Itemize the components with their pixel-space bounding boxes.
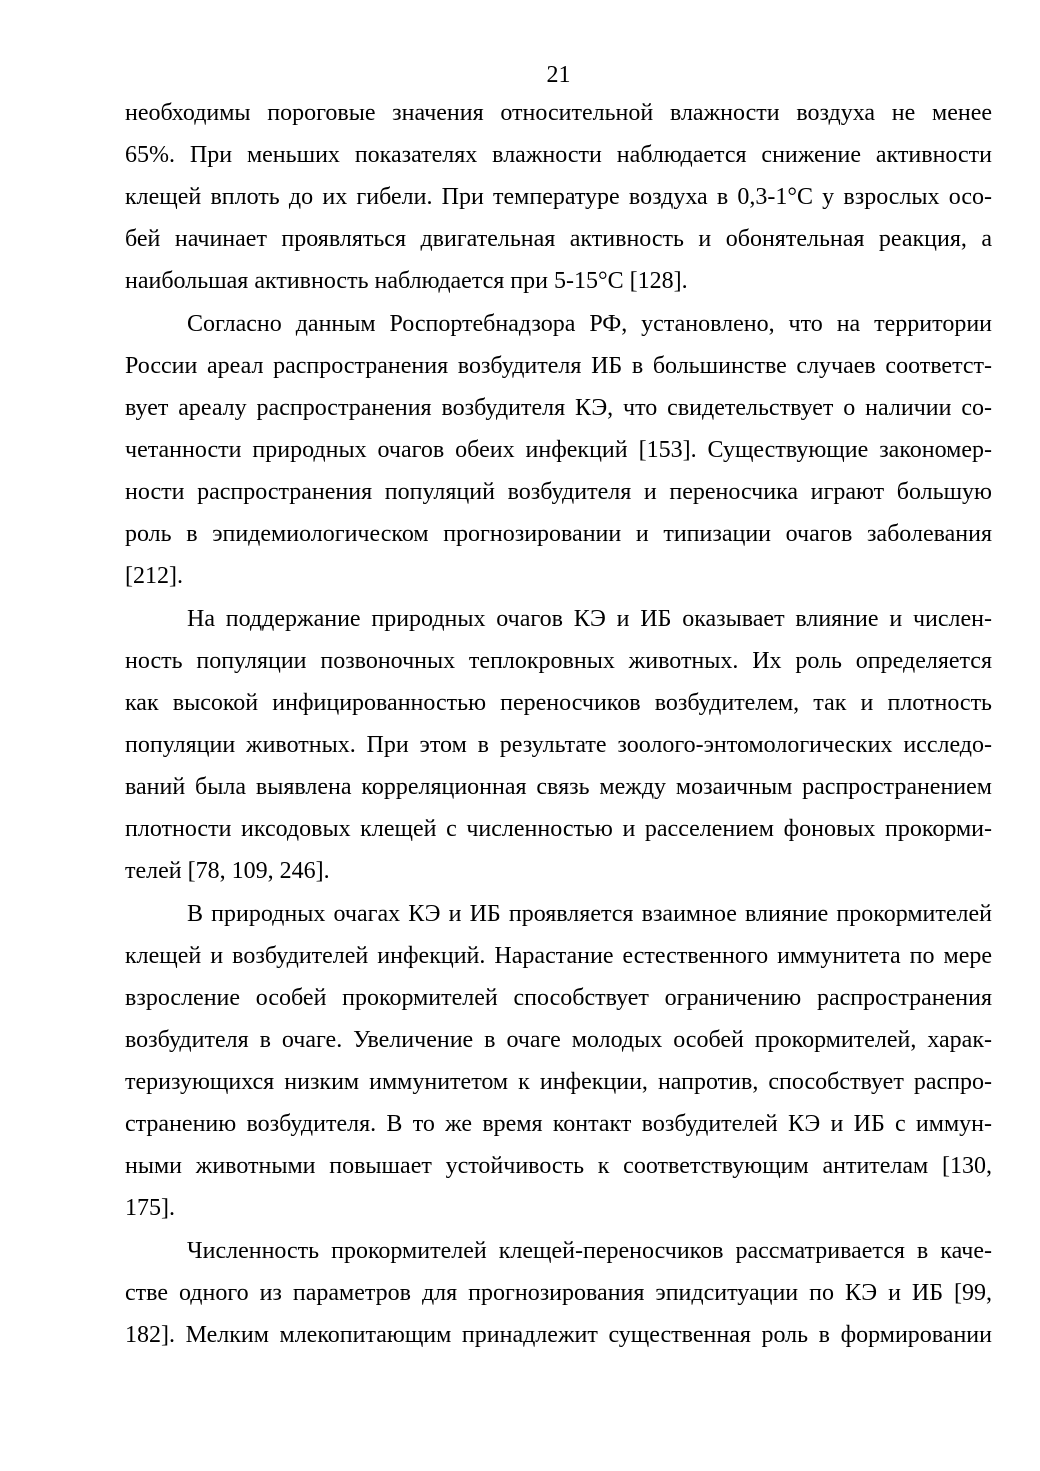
text-line: телей [78, 109, 246]. <box>125 858 330 884</box>
text-line: 175]. <box>125 1195 175 1221</box>
text-line: роль в эпидемиологическом прогнозировании и типизации очагов заболевания <box>125 521 992 547</box>
text-line: взросление особей прокормителей способствует ограничению распространения <box>125 985 992 1011</box>
paragraph <box>125 893 992 1229</box>
paragraph <box>125 92 992 302</box>
text-line: возбудителя в очаге. Увеличение в очаге молодых особей прокормителей, харак- <box>125 1027 992 1053</box>
text-line: ности распространения популяций возбудителя и переносчика играют большую <box>125 479 992 505</box>
text-line: четанности природных очагов обеих инфекций [153]. Существующие закономер- <box>125 437 992 463</box>
text-line: ваний была выявлена корреляционная связь между мозаичным распространением <box>125 774 992 800</box>
text-line: ными животными повышает устойчивость к соответствующим антителам [130, <box>125 1153 992 1179</box>
text-line: клещей и возбудителей инфекций. Нарастание естественного иммунитета по мере <box>125 943 992 969</box>
text-line: бей начинает проявляться двигательная активность и обонятельная реакция, а <box>125 226 992 252</box>
text-line: плотности иксодовых клещей с численностью и расселением фоновых прокорми- <box>125 816 992 842</box>
text-line: [212]. <box>125 563 183 589</box>
text-line: необходимы пороговые значения относительной влажности воздуха не менее <box>125 100 992 126</box>
text-line: наибольшая активность наблюдается при 5-15°С [128]. <box>125 268 688 294</box>
paragraph <box>125 1230 992 1356</box>
text-line: странению возбудителя. В то же время контакт возбудителей КЭ и ИБ с иммун- <box>125 1111 992 1137</box>
text-line: клещей вплоть до их гибели. При температуре воздуха в 0,3-1°С у взрослых осо- <box>125 184 992 210</box>
text-line: Согласно данным Роспортебнадзора РФ, установлено, что на территории <box>187 311 992 337</box>
paragraph <box>125 598 992 892</box>
text-line: России ареал распространения возбудителя ИБ в большинстве случаев соответст- <box>125 353 992 379</box>
page-number: 21 <box>546 62 571 88</box>
text-line: 65%. При меньших показателях влажности наблюдается снижение активности <box>125 142 992 168</box>
text-line: Численность прокормителей клещей-переносчиков рассматривается в каче- <box>187 1238 992 1264</box>
text-line: 182]. Мелким млекопитающим принадлежит существенная роль в формировании <box>125 1322 992 1348</box>
text-line: В природных очагах КЭ и ИБ проявляется взаимное влияние прокормителей <box>187 901 992 927</box>
text-line: ность популяции позвоночных теплокровных животных. Их роль определяется <box>125 648 992 674</box>
text-line: популяции животных. При этом в результате зоолого-энтомологических исследо- <box>125 732 992 758</box>
text-line: На поддержание природных очагов КЭ и ИБ оказывает влияние и числен- <box>187 606 992 632</box>
text-line: как высокой инфицированностью переносчиков возбудителем, так и плотность <box>125 690 992 716</box>
document-body <box>125 92 992 1357</box>
text-line: теризующихся низким иммунитетом к инфекции, напротив, способствует распро- <box>125 1069 992 1095</box>
paragraph <box>125 303 992 597</box>
text-line: вует ареалу распространения возбудителя КЭ, что свидетельствует о наличии со- <box>125 395 992 421</box>
text-line: стве одного из параметров для прогнозирования эпидситуации по КЭ и ИБ [99, <box>125 1280 992 1306</box>
